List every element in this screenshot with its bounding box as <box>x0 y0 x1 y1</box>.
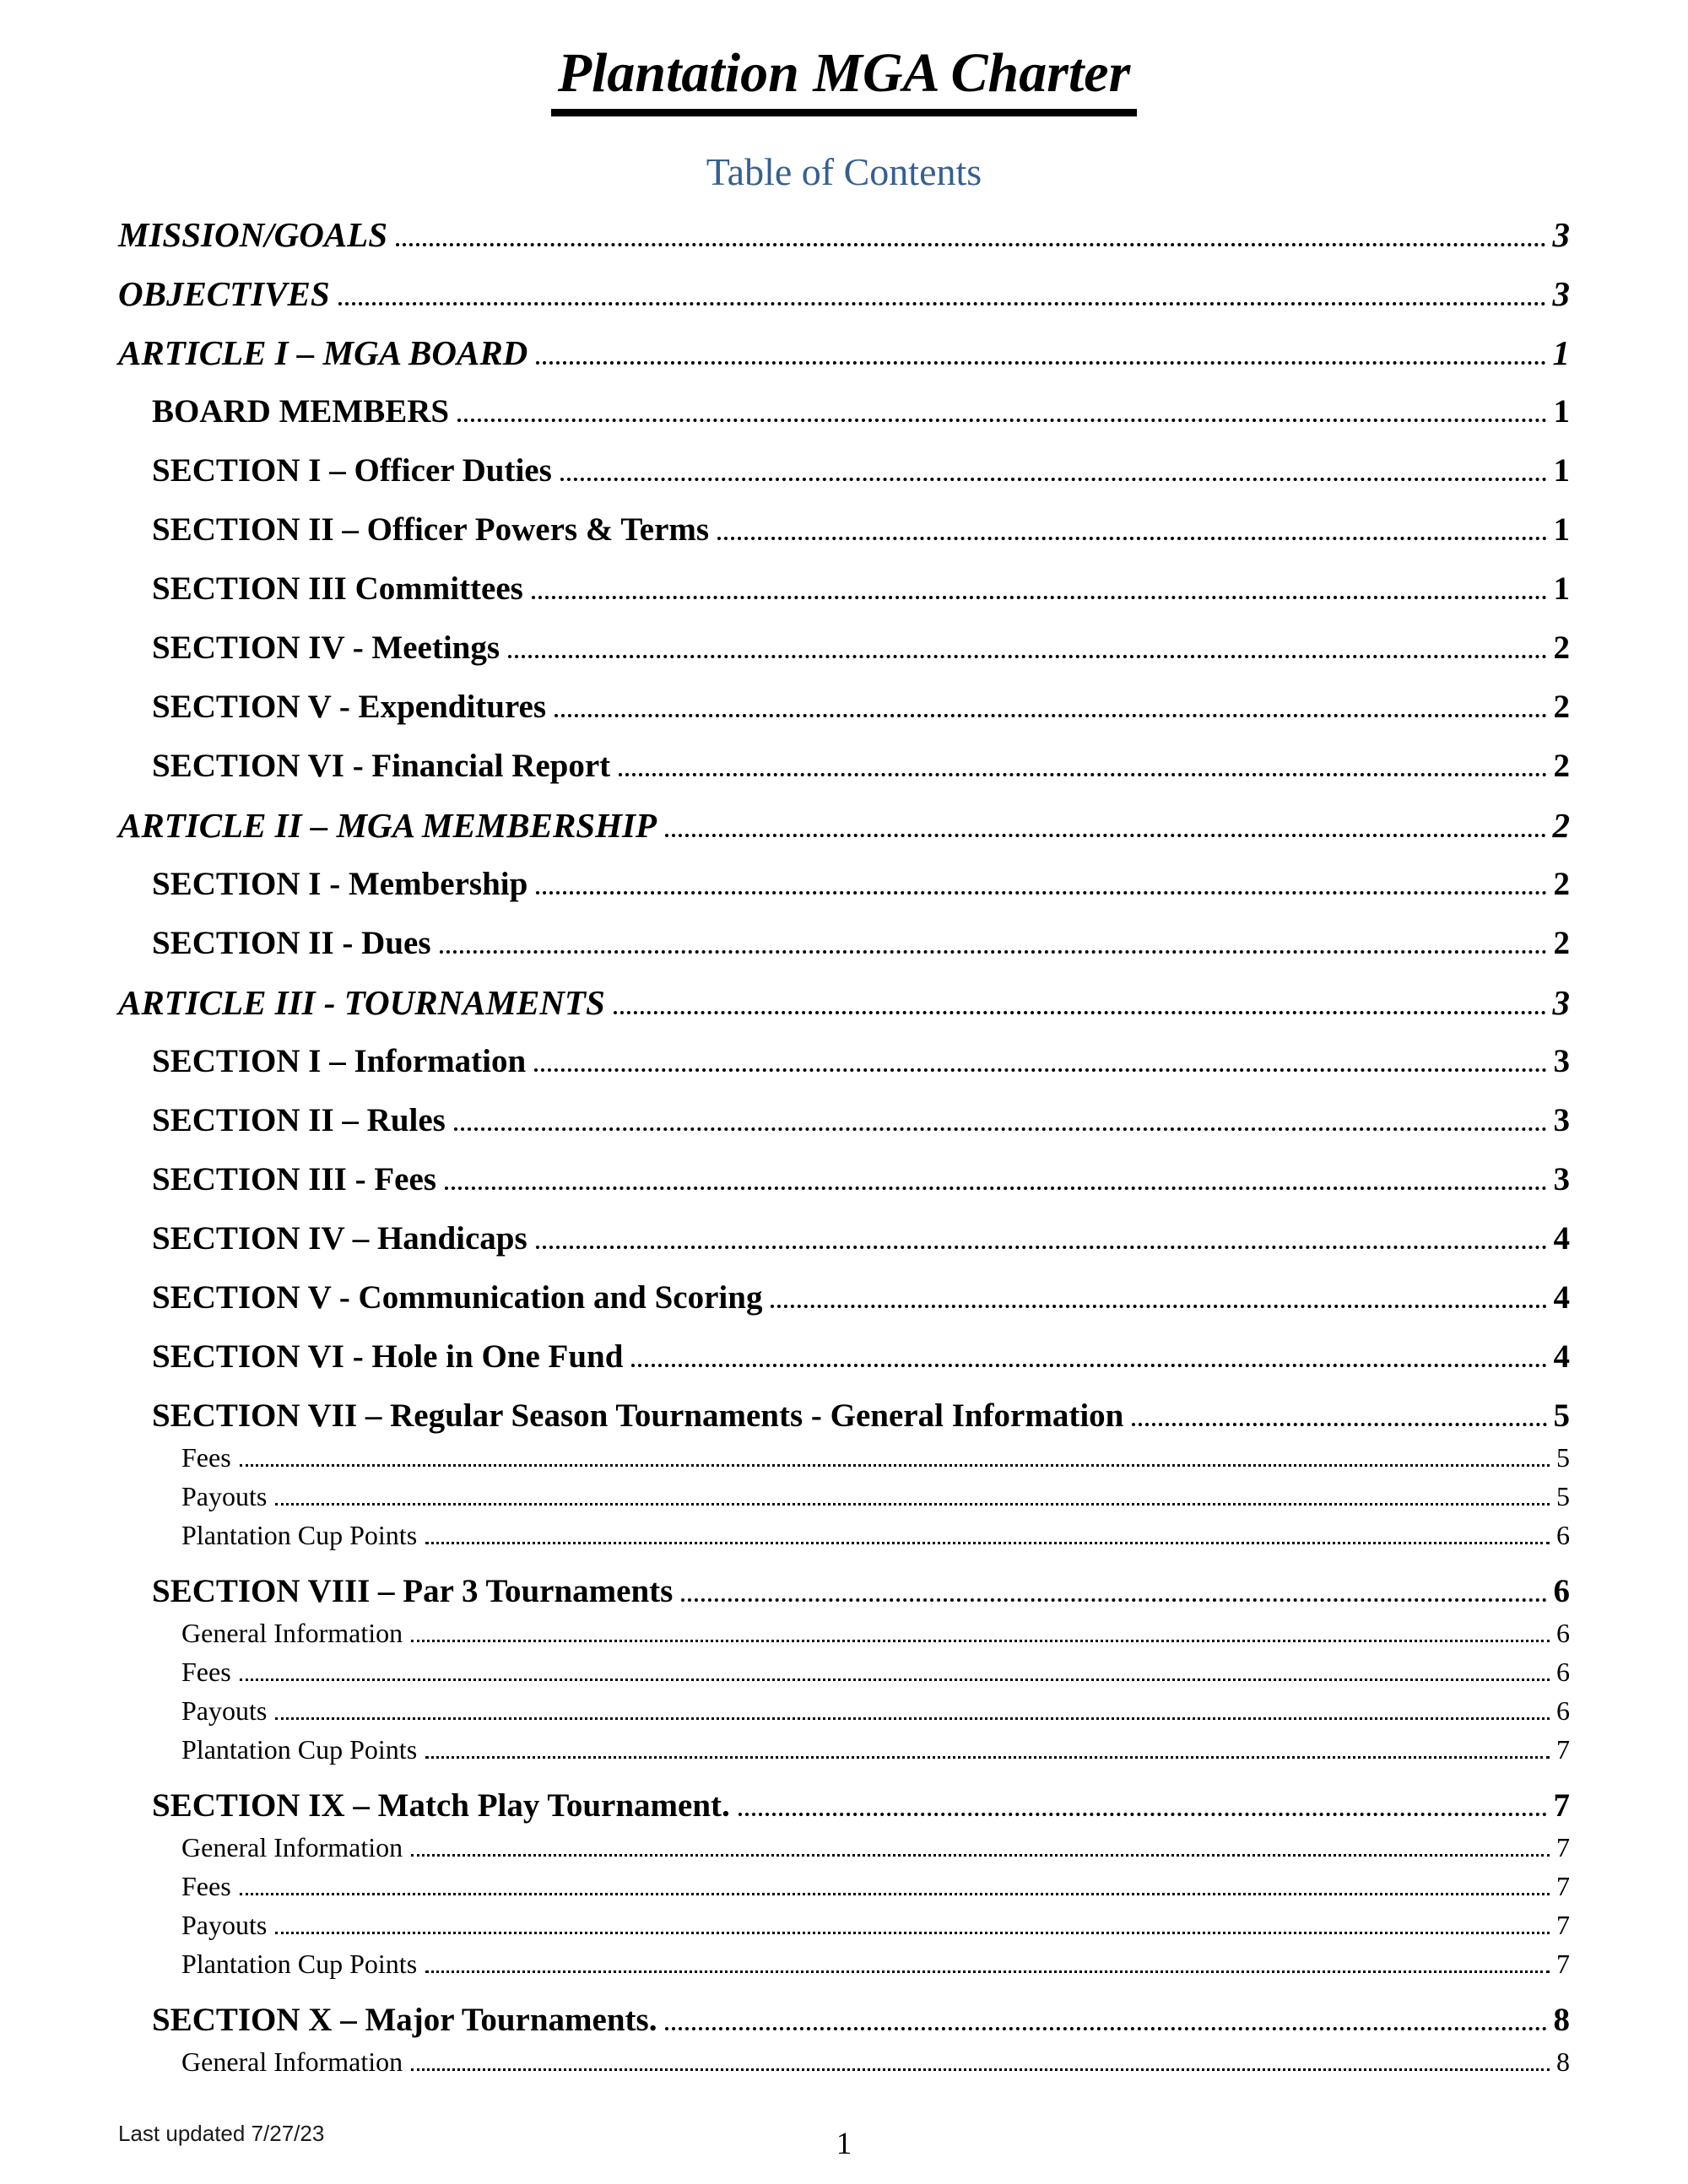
toc-page-number: 7 <box>1553 1787 1570 1824</box>
title-wrap <box>0 0 1688 116</box>
toc-entry <box>152 392 1570 431</box>
toc-entry-label: BOARD MEMBERS <box>152 392 450 430</box>
toc-page-number: 1 <box>1553 451 1570 489</box>
toc-leader-dots <box>411 2064 1550 2071</box>
toc-entry-label: SECTION VI - Hole in One Fund <box>152 1338 624 1375</box>
toc-leader-dots <box>536 357 1545 365</box>
toc-page-number: 2 <box>1553 688 1570 725</box>
toc-leader-dots <box>275 1713 1550 1720</box>
toc-page-number: 5 <box>1556 1441 1570 1473</box>
toc-page-number: 2 <box>1553 747 1570 784</box>
toc-entry <box>181 1655 1570 1689</box>
toc-entry <box>118 215 1570 254</box>
toc-page-number: 6 <box>1556 1519 1570 1550</box>
toc-leader-dots <box>665 2023 1546 2030</box>
toc-leader-dots <box>240 1460 1550 1467</box>
toc-entry-label: SECTION I – Officer Duties <box>152 451 552 489</box>
toc-page-number: 1 <box>1553 392 1570 430</box>
toc-entry-label: Plantation Cup Points <box>181 1733 418 1765</box>
toc-leader-dots <box>338 298 1546 305</box>
toc-leader-dots <box>425 1752 1550 1759</box>
toc-leader-dots <box>396 239 1546 246</box>
toc-page-number: 1 <box>1553 570 1570 607</box>
toc-entry-label: General Information <box>181 2046 403 2077</box>
toc-page-number: 8 <box>1556 2046 1570 2077</box>
toc-entry-label: MISSION/GOALS <box>118 214 387 254</box>
toc-entry-label: Plantation Cup Points <box>181 1948 418 1979</box>
toc-entry <box>152 1787 1570 1825</box>
toc-leader-dots <box>240 1889 1550 1895</box>
toc-list <box>0 215 1688 2079</box>
toc-entry-label: SECTION X – Major Tournaments. <box>152 2001 657 2038</box>
toc-entry <box>152 924 1570 963</box>
toc-page-number: 2 <box>1553 924 1570 961</box>
toc-leader-dots <box>560 473 1547 481</box>
toc-page-number: 2 <box>1552 805 1570 845</box>
toc-entry-label: SECTION II – Officer Powers & Terms <box>152 511 710 548</box>
toc-entry <box>181 1694 1570 1727</box>
toc-entry-label: SECTION II - Dues <box>152 924 431 961</box>
toc-leader-dots <box>425 1966 1550 1973</box>
toc-entry <box>118 983 1570 1022</box>
toc-entry-label: OBJECTIVES <box>118 273 330 313</box>
toc-entry <box>118 333 1570 372</box>
toc-page-number: 7 <box>1556 1733 1570 1765</box>
toc-page-number: 3 <box>1552 273 1570 313</box>
toc-leader-dots <box>411 1635 1550 1642</box>
toc-entry-label: SECTION VII – Regular Season Tournaments - General Information <box>152 1397 1124 1434</box>
toc-entry <box>152 1042 1570 1081</box>
toc-leader-dots <box>771 1300 1546 1308</box>
toc-entry-label: SECTION III - Fees <box>152 1160 436 1197</box>
toc-page-number: 3 <box>1553 1042 1570 1079</box>
footer-last-updated: Last updated 7/27/23 <box>118 2121 325 2146</box>
toc-entry <box>152 629 1570 668</box>
toc-page-number: 7 <box>1556 1909 1570 1940</box>
toc-entry <box>152 511 1570 549</box>
toc-entry <box>152 1338 1570 1376</box>
toc-entry <box>181 1947 1570 1981</box>
toc-leader-dots <box>665 830 1546 837</box>
toc-entry-label: SECTION I – Information <box>152 1042 527 1079</box>
toc-entry <box>152 451 1570 490</box>
toc-entry <box>118 806 1570 845</box>
toc-leader-dots <box>275 1927 1550 1934</box>
toc-page-number: 3 <box>1553 1160 1570 1197</box>
toc-entry-label: SECTION III Committees <box>152 570 523 607</box>
toc-leader-dots <box>445 1182 1547 1190</box>
toc-leader-dots <box>532 592 1547 599</box>
toc-heading: Table of Contents <box>706 149 982 193</box>
toc-leader-dots <box>738 1808 1547 1816</box>
toc-page-number: 6 <box>1556 1656 1570 1687</box>
toc-entry <box>152 570 1570 608</box>
toc-entry <box>152 688 1570 727</box>
toc-page-number: 3 <box>1552 214 1570 254</box>
toc-page-number: 8 <box>1553 2001 1570 2038</box>
toc-page-number: 2 <box>1553 865 1570 902</box>
toc-leader-dots <box>240 1674 1550 1681</box>
toc-entry <box>181 1479 1570 1513</box>
toc-entry-label: SECTION I - Membership <box>152 865 528 902</box>
toc-entry-label: Fees <box>181 1656 231 1687</box>
toc-entry <box>181 1616 1570 1650</box>
toc-entry-label: SECTION V - Communication and Scoring <box>152 1279 763 1316</box>
toc-page-number: 1 <box>1553 511 1570 548</box>
toc-leader-dots <box>536 887 1546 895</box>
toc-entry <box>181 1733 1570 1766</box>
toc-entry <box>152 1101 1570 1140</box>
toc-entry <box>181 1441 1570 1474</box>
toc-leader-dots <box>619 769 1546 776</box>
toc-entry-label: General Information <box>181 1831 403 1862</box>
toc-leader-dots <box>614 1007 1546 1014</box>
toc-leader-dots <box>717 532 1546 540</box>
toc-entry <box>152 865 1570 904</box>
toc-entry-label: Payouts <box>181 1695 268 1726</box>
toc-entry-label: Plantation Cup Points <box>181 1519 418 1550</box>
toc-entry <box>181 1518 1570 1552</box>
toc-page-number: 6 <box>1556 1617 1570 1648</box>
toc-page-number: 6 <box>1553 1572 1570 1609</box>
toc-page-number: 4 <box>1553 1279 1570 1316</box>
toc-page-number: 3 <box>1552 982 1570 1022</box>
toc-entry <box>181 1830 1570 1864</box>
toc-entry-label: ARTICLE I – MGA BOARD <box>118 332 528 372</box>
toc-leader-dots <box>454 1123 1547 1131</box>
toc-leader-dots <box>534 1064 1546 1072</box>
toc-entry-label: SECTION VI - Financial Report <box>152 747 611 784</box>
toc-entry-label: Fees <box>181 1870 231 1901</box>
toc-leader-dots <box>275 1499 1550 1506</box>
toc-entry-label: Payouts <box>181 1909 268 1940</box>
toc-entry-label: General Information <box>181 1617 403 1648</box>
toc-leader-dots <box>1132 1419 1546 1426</box>
toc-entry <box>152 747 1570 786</box>
toc-page-number: 5 <box>1556 1480 1570 1511</box>
toc-page-number: 7 <box>1556 1831 1570 1862</box>
toc-entry <box>152 1279 1570 1317</box>
toc-leader-dots <box>425 1538 1550 1544</box>
document-title: Plantation MGA Charter <box>551 42 1138 116</box>
toc-leader-dots <box>411 1850 1550 1857</box>
toc-leader-dots <box>440 946 1547 954</box>
toc-leader-dots <box>508 651 1546 658</box>
toc-entry <box>152 1397 1570 1435</box>
toc-leader-dots <box>457 414 1546 422</box>
toc-entry-label: SECTION II – Rules <box>152 1101 446 1138</box>
toc-entry <box>152 1572 1570 1611</box>
toc-page-number: 3 <box>1553 1101 1570 1138</box>
toc-entry <box>152 1219 1570 1258</box>
toc-entry-label: SECTION IV – Handicaps <box>152 1219 528 1257</box>
toc-leader-dots <box>555 710 1546 717</box>
toc-page-number: 7 <box>1556 1870 1570 1901</box>
toc-entry <box>152 2001 1570 2040</box>
toc-entry-label: ARTICLE II – MGA MEMBERSHIP <box>118 805 657 845</box>
toc-entry <box>181 1869 1570 1903</box>
toc-page-number: 4 <box>1553 1219 1570 1257</box>
toc-entry <box>118 274 1570 313</box>
toc-page-number: 6 <box>1556 1695 1570 1726</box>
toc-page-number: 4 <box>1553 1338 1570 1375</box>
toc-page-number: 2 <box>1553 629 1570 666</box>
toc-entry-label: Fees <box>181 1441 231 1473</box>
toc-entry <box>152 1160 1570 1199</box>
toc-entry-label: SECTION IV - Meetings <box>152 629 500 666</box>
footer-page-number: 1 <box>836 2127 852 2161</box>
toc-page-number: 5 <box>1553 1397 1570 1434</box>
toc-entry-label: SECTION IX – Match Play Tournament. <box>152 1787 730 1824</box>
toc-entry-label: ARTICLE III - TOURNAMENTS <box>118 982 605 1022</box>
toc-entry <box>181 2045 1570 2079</box>
toc-entry-label: SECTION V - Expenditures <box>152 688 547 725</box>
toc-leader-dots <box>536 1241 1547 1249</box>
toc-leader-dots <box>631 1360 1546 1367</box>
toc-entry-label: Payouts <box>181 1480 268 1511</box>
toc-leader-dots <box>681 1594 1546 1602</box>
toc-entry <box>181 1908 1570 1942</box>
toc-page-number: 1 <box>1552 332 1570 372</box>
toc-page-number: 7 <box>1556 1948 1570 1979</box>
toc-entry-label: SECTION VIII – Par 3 Tournaments <box>152 1572 674 1609</box>
